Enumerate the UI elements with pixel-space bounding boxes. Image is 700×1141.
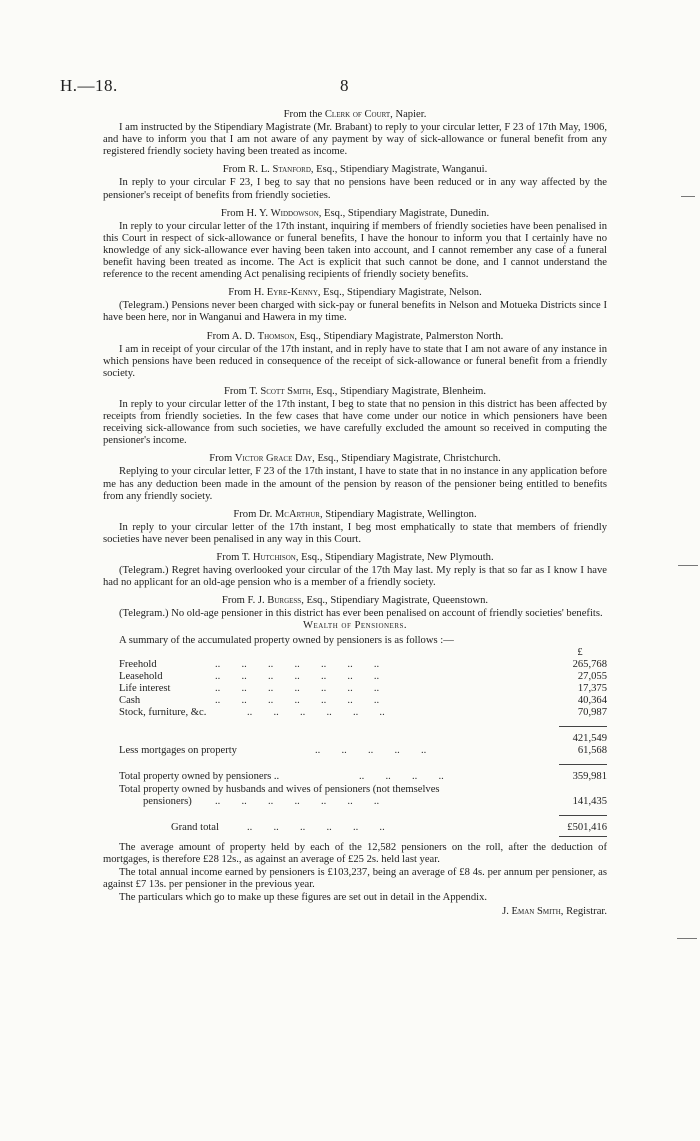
grand-total-row: Grand total .. .. .. .. .. .. £501,416 [171, 821, 607, 833]
section-text: In reply to your circular letter of the 17th instant, inquiring if members of friendly societies have been penalised in this Court in respect of sick-allowance or funeral benefits, I have the honour to inform you that I certainly have no knowledge of any sick-allowance ever having been taken into account, and I cannot remember any case of a funeral benefit having been treated as income. The Act is explicit that such cannot be done, and I cannot understand the reference to the recent amending Act penalising recipients of friendly society benefits. [103, 220, 607, 281]
leader-dots: .. .. .. .. [359, 771, 444, 783]
table-row: Freehold .. .. .. .. .. .. .. 265,768 [119, 658, 607, 670]
leader-dots: .. .. .. .. .. .. .. [215, 658, 380, 670]
rule-row [119, 757, 607, 771]
section-heading: From H. Y. Widdowson, Esq., Stipendiary Magistrate, Dunedin. [220, 207, 490, 219]
section-text: In reply to your circular letter of the 17th instant, I beg to state that no pension in this district has been affected by receipts from friendly societies. In the few cases that have come under our notice in which pensioners have been receiving sick-allowance from such societies, we have carefully excluded the amount so received in computing the pensioner's income. [103, 398, 607, 447]
leader-dots: .. .. .. .. .. .. .. [215, 670, 380, 682]
section-heading: From Victor Grace Day, Esq., Stipendiary Magistrate, Christchurch. [209, 453, 501, 465]
leader-dots: .. .. .. .. .. .. .. [215, 795, 380, 807]
grand-total-value: £501,416 [567, 821, 607, 833]
document-body [103, 109, 607, 918]
table-row: pensioners) .. .. .. .. .. .. .. 141,435 [143, 795, 607, 807]
closing-paragraph: The particulars which go to make up these figures are set out in detail in the Appendix. [119, 892, 488, 904]
leader-dots: .. .. .. .. .. .. .. [215, 682, 380, 694]
wealth-intro: A summary of the accumulated property owned by pensioners is as follows :— [119, 634, 454, 646]
rule-row [119, 834, 607, 842]
section-heading: From A. D. Thomson, Esq., Stipendiary Magistrate, Palmerston North. [206, 330, 504, 342]
leader-dots: .. .. .. .. .. .. [247, 707, 385, 719]
section-text: I am instructed by the Stipendiary Magistrate (Mr. Brabant) to reply to your circular letter, F 23 of 17th May, 1906, and have to inform you that I am not aware of any payment by way of sick-allowance or funeral benefit from any registered friendly society having been treated as income. [103, 122, 607, 158]
section-heading: From Dr. McArthur, Stipendiary Magistrate, Wellington. [233, 508, 477, 520]
currency-symbol: £ [577, 646, 583, 658]
subtotal-value: 421,549 [572, 733, 607, 745]
closing-paragraph: The total annual income earned by pensioners is £103,237, being an average of £8 4s. per annum per pensioner, as against £7 13s. per pensioner in the previous year. [103, 866, 607, 891]
sum-rule [559, 726, 607, 727]
section-heading: From H. Eyre-Kenny, Esq., Stipendiary Magistrate, Nelson. [228, 287, 482, 299]
wealth-title: Wealth of Pensioners. [302, 620, 408, 632]
table-row: Stock, furniture, &c. .. .. .. .. .. .. 70,987 [119, 707, 607, 719]
section-heading: From T. Scott Smith, Esq., Stipendiary Magistrate, Blenheim. [223, 385, 487, 397]
table-row: Total property owned by husbands and wives of pensioners (not themselves [119, 783, 440, 795]
currency-row [119, 647, 607, 659]
section-text: In reply to your circular letter of the 17th instant, I beg most emphatically to state that members of friendly societies have never been penalised in any way in this Court. [103, 521, 607, 545]
sum-rule [559, 764, 607, 765]
section-heading: From T. Hutchison, Esq., Stipendiary Magistrate, New Plymouth. [216, 552, 494, 563]
subtotal-row [119, 733, 607, 745]
table-row: Leasehold .. .. .. .. .. .. .. 27,055 [119, 670, 607, 682]
margin-mark [681, 196, 695, 197]
table-row: Life interest .. .. .. .. .. .. .. 17,375 [119, 682, 607, 694]
signature: J. Eman Smith, Registrar. [502, 906, 607, 918]
page-header [60, 76, 640, 98]
section-heading: From R. L. Stanford, Esq., Stipendiary Magistrate, Wanganui. [222, 164, 488, 176]
section-heading: From F. J. Burgess, Esq., Stipendiary Magistrate, Queenstown. [221, 595, 489, 607]
section-text: (Telegram.) Pensions never been charged with sick-pay or funeral benefits in Nelson and Motueka Districts since I have been here, nor in Wanganui and Hawera in my time. [103, 300, 607, 324]
section-text: Replying to your circular letter, F 23 of the 17th instant, I have to state that in no instance in any application before me has any deduction been made in the amount of the pension by reason of the pensioner being entitled to benefits from any friendly society. [103, 466, 607, 502]
sum-rule [559, 815, 607, 816]
leader-dots: .. .. .. .. .. .. .. [215, 695, 380, 707]
margin-mark [677, 938, 697, 939]
section-text: I am in receipt of your circular of the 17th instant, and in reply have to state that I am not aware of any instance in which pensions have been reduced in consequence of the receipt of sick-allowance or funeral benefit from a friendly society. [103, 343, 607, 379]
page-number: 8 [340, 76, 349, 95]
wealth-table [119, 647, 607, 842]
leader-dots: .. .. .. .. .. [315, 745, 427, 757]
table-row: Total property owned by pensioners .. .. .. .. .. 359,981 [119, 771, 607, 783]
leader-dots: .. .. .. .. .. .. [247, 821, 385, 833]
section-text: (Telegram.) Regret having overlooked your circular of the 17th May last. My reply is that so far as I know I have had no applicant for an old-age pension who is a member of a friendly society. [103, 565, 607, 589]
table-row: Cash .. .. .. .. .. .. .. 40,364 [119, 695, 607, 707]
section-text: (Telegram.) No old-age pensioner in this district has ever been penalised on account of friendly societies' benefits. [119, 608, 603, 620]
rule-row [119, 719, 607, 733]
margin-mark [678, 565, 698, 566]
sum-rule [559, 836, 607, 837]
section-text: In reply to your circular F 23, I beg to say that no pensions have been reduced or in any way affected by the pensioner's receipt of benefits from friendly societies. [103, 177, 607, 201]
table-row: Less mortgages on property .. .. .. .. .. 61,568 [119, 745, 607, 757]
document-reference: H.—18. [60, 76, 118, 95]
section-heading: From the Clerk of Court, Napier. [283, 109, 427, 120]
closing-paragraph: The average amount of property held by each of the 12,582 pensioners on the roll, after the deduction of mortgages, is therefore £28 12s., as against an average of £25 2s. held last year. [103, 841, 607, 865]
rule-row [119, 808, 607, 822]
